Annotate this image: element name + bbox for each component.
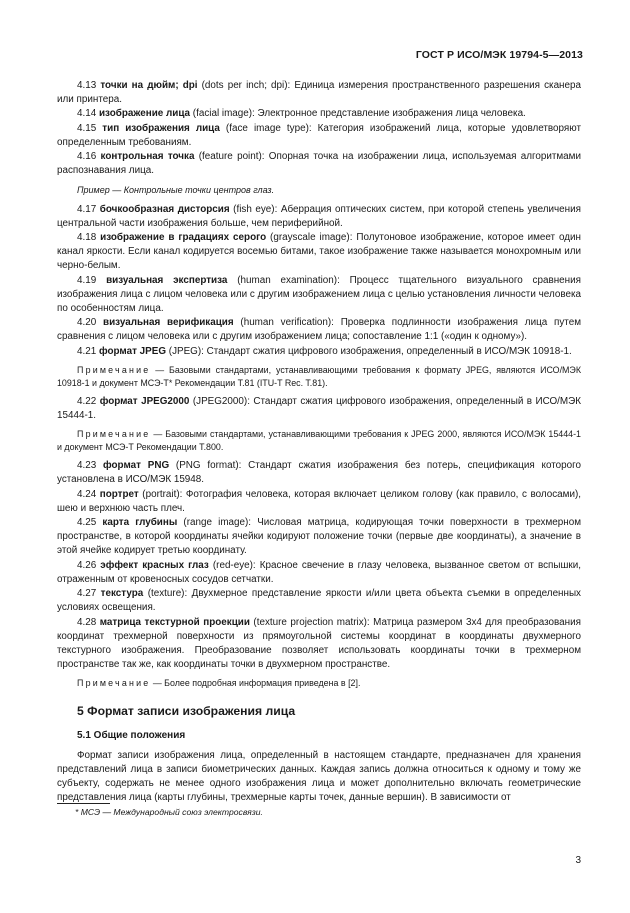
term-entry: 4.18 изображение в градациях серого (grayscale image): Полутоновое изображение, которое имеет один канал яркости. Если канал кодируется восемью битами, такое изображение также называется монохромным или черно-белым. — [57, 232, 582, 272]
term-entry: 4.19 визуальная экспертиза (human examination): Процесс тщательного визуального сравнения изображения лица с лицом человека или с другим изображением лица с целью установления личности человека по особенностям лица. — [57, 274, 581, 315]
footnote-divider — [57, 803, 110, 804]
term-entry: 4.25 карта глубины (range image): Числовая матрица, кодирующая точки поверхности в трехмерном пространстве, в которой координаты ячейки кодируют положение точки (первые две координаты), а значение в этой ячейке кодирует третью координату. — [57, 517, 581, 557]
term-entry: 4.27 текстура (texture): Двухмерное представление яркости и/или цвета объекта съемки в определенных условиях освещения. — [57, 588, 581, 614]
footnote: * МСЭ — Международный союз электросвязи. — [75, 807, 263, 817]
term-entry: 4.21 формат JPEG (JPEG): Стандарт сжатия цифрового изображения, определенный в ИСО/МЭК 10918-1. — [77, 345, 572, 357]
note: Примечание — Базовыми стандартами, устанавливающими требования к JPEG 2000, являются ИСО/МЭК 15444-1 и документ МСЭ-Т Рекомендации Т.800. — [57, 429, 581, 453]
subsection-heading: 5.1 Общие положения — [77, 729, 186, 741]
note: Примечание — Базовыми стандартами, устанавливающими требования к формату JPEG, являются ИСО/МЭК 10918-1 и документ МСЭ-Т* Рекомендации Т.81 (ITU-T Rec. T.81). — [57, 364, 581, 388]
document-body — [57, 79, 581, 806]
section-paragraph: Формат записи изображения лица, определенный в настоящем стандарте, предназначен для хранения представлений лица в записи биометрических данных. Каждая запись должна относиться к одному и тому же субъекту, содержать не менее одного изображения лица и может дополнительно включать геометрические представления лица (карты глубины, трехмерные карты точек, данные вершин). В зависимости от — [57, 749, 581, 804]
term-entry: 4.15 тип изображения лица (face image type): Категория изображений лица, которые удовлетворяют определенным требованиям. — [57, 122, 581, 148]
note: Примечание — Более подробная информация приведена в [2]. — [77, 678, 361, 689]
term-entry: 4.20 визуальная верификация (human verification): Проверка подлинности изображения лица путем сравнения с лицом человека или с другим изображением лица; сопоставление 1:1 («один к одному»). — [57, 317, 581, 343]
example-text: Пример — Контрольные точки центров глаз. — [77, 185, 275, 196]
term-entry: 4.17 бочкообразная дисторсия (fish eye): Аберрация оптических систем, при которой степень увеличения центральной части изображения больше, чем периферийной. — [57, 203, 581, 229]
page-number: 3 — [575, 855, 581, 866]
term-entry: 4.28 матрица текстурной проекции (texture projection matrix): Матрица размером 3x4 для преобразования координат трехмерной поверхности из прямоугольной системы координат в координаты двухмерного текстурного изображения. Преобразование позволяет использовать координаты точки в трехмерном пространстве так же, как координаты точки в двухмерном пространстве. — [57, 616, 581, 671]
term-entry: 4.23 формат PNG (PNG format): Стандарт сжатия изображения без потерь, спецификация которого установлена в ИСО/МЭК 15948. — [57, 460, 581, 486]
term-entry: 4.13 точки на дюйм; dpi (dots per inch; dpi): Единица измерения пространственного разрешения сканера или принтера. — [57, 80, 581, 106]
term-entry: 4.16 контрольная точка (feature point): Опорная точка на изображении лица, используемая алгоритмами распознавания лица. — [57, 151, 581, 177]
term-entry: 4.14 изображение лица (facial image): Электронное представление изображения лица человека. — [77, 108, 526, 120]
standard-header: ГОСТ Р ИСО/МЭК 19794-5—2013 — [415, 49, 583, 61]
section-heading: 5 Формат записи изображения лица — [77, 704, 296, 719]
term-entry: 4.22 формат JPEG2000 (JPEG2000): Стандарт сжатия цифрового изображения, определенный в ИСО/МЭК 15444-1. — [57, 395, 581, 422]
term-entry: 4.26 эффект красных глаз (red-eye): Красное свечение в глазу человека, вызванное светом от вспышки, отраженным от кровеносных сосудов сетчатки. — [57, 559, 581, 585]
term-entry: 4.24 портрет (portrait): Фотография человека, которая включает целиком голову (как правило, с волосами), шею и верхнюю часть плеч. — [57, 488, 581, 514]
